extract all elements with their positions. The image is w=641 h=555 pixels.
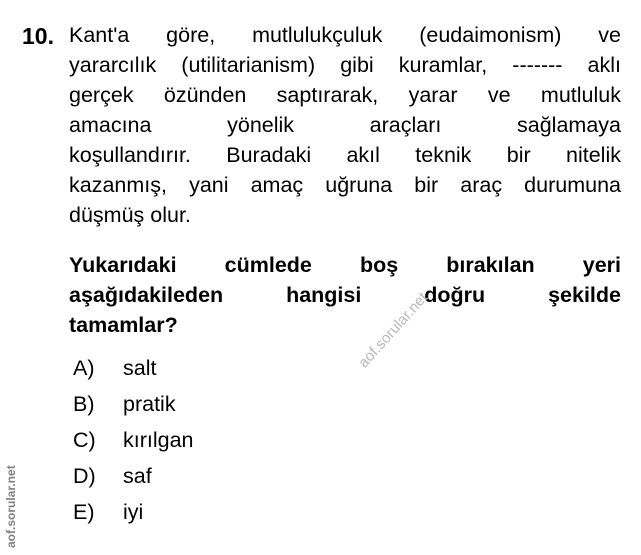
option-d[interactable]: [73, 464, 194, 500]
prompt-line: aşağıdakileden hangisi doğru şekilde: [69, 283, 621, 307]
prompt-line: Yukarıdaki cümlede boş bırakılan yeri: [69, 253, 621, 277]
option-b[interactable]: [73, 392, 194, 428]
option-c[interactable]: [73, 428, 194, 464]
option-letter: A): [73, 356, 95, 380]
stem-line: düşmüş olur.: [69, 203, 191, 227]
stem-line: amacına yönelik araçları sağlamaya: [69, 113, 621, 137]
option-letter: D): [73, 464, 96, 488]
option-letter: C): [73, 428, 96, 452]
option-letter: B): [73, 392, 95, 416]
option-text: kırılgan: [123, 428, 194, 452]
answer-options: [73, 356, 194, 536]
option-text: iyi: [123, 500, 144, 524]
stem-line: koşullandırır. Buradaki akıl teknik bir nitelik: [69, 143, 621, 167]
option-text: salt: [123, 356, 157, 380]
stem-line: Kant'a göre, mutlulukçuluk (eudaimonism) ve: [69, 23, 621, 47]
question-stem: [69, 20, 621, 230]
diagonal-watermark: aof.sorular.net: [355, 289, 432, 372]
stem-line: yararcılık (utilitarianism) gibi kuramlar, ------- aklı: [69, 53, 621, 77]
question-number: 10.: [22, 23, 54, 49]
side-watermark: aof.sorular.net: [4, 465, 18, 548]
stem-line: gerçek özünden saptırarak, yarar ve mutluluk: [69, 83, 621, 107]
stem-line: kazanmış, yani amaç uğruna bir araç durumuna: [69, 173, 621, 197]
option-e[interactable]: [73, 500, 194, 536]
question-prompt: [69, 250, 621, 340]
prompt-line: tamamlar?: [69, 313, 178, 337]
option-a[interactable]: [73, 356, 194, 392]
option-text: saf: [123, 464, 152, 488]
option-text: pratik: [123, 392, 176, 416]
option-letter: E): [73, 500, 95, 524]
